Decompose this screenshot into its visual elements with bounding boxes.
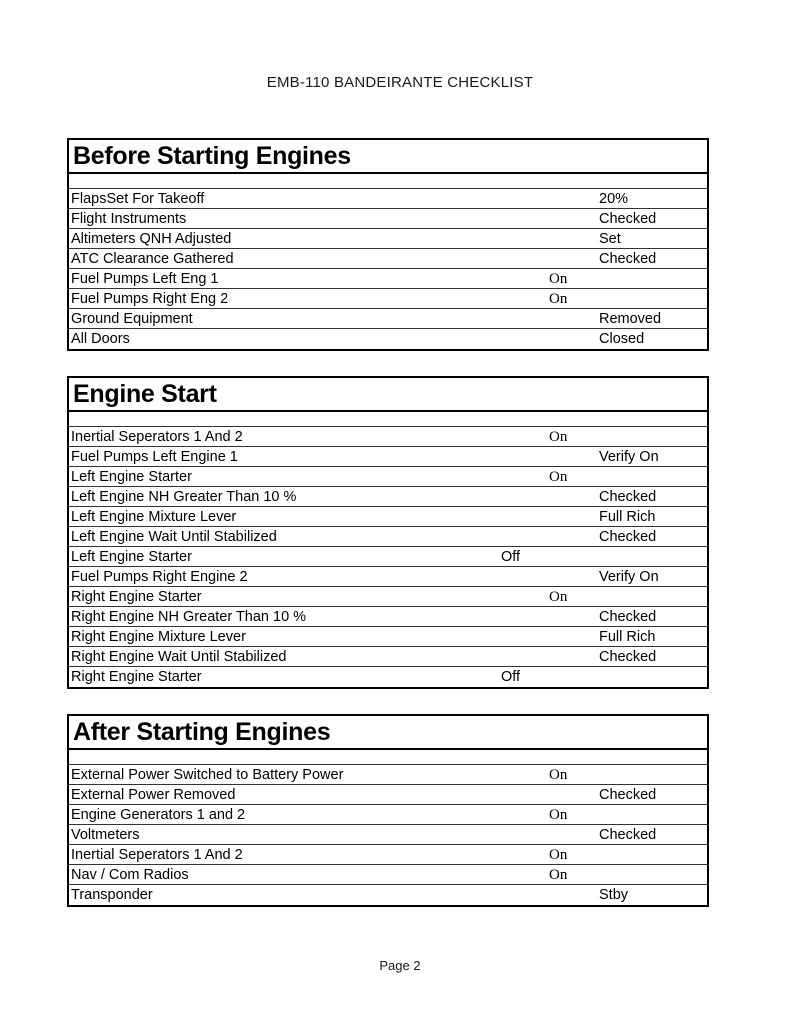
checklist-item-value: Checked [599, 787, 657, 803]
table-row[interactable] [69, 627, 707, 647]
checklist-item-label: Voltmeters [71, 827, 140, 843]
checklist-section [67, 376, 709, 689]
checklist-item-value: On [549, 469, 568, 485]
checklist-item-value: On [549, 807, 568, 823]
table-row[interactable] [69, 269, 707, 289]
table-row[interactable] [69, 329, 707, 349]
table-row[interactable] [69, 189, 707, 209]
table-spacer-row [69, 412, 707, 427]
table-spacer-row [69, 750, 707, 765]
table-row[interactable] [69, 785, 707, 805]
checklist-item-value: On [549, 589, 568, 605]
checklist-item-label: External Power Removed [71, 787, 236, 803]
checklist-item-label: Nav / Com Radios [71, 867, 189, 883]
checklist-item-value: 20% [599, 191, 629, 207]
table-row[interactable] [69, 289, 707, 309]
checklist-item-value: On [549, 867, 568, 883]
checklist-item-label: Left Engine Mixture Lever [71, 509, 237, 525]
checklist-item-label: Fuel Pumps Left Engine 1 [71, 449, 238, 465]
checklist-item-label: Inertial Seperators 1 And 2 [71, 847, 243, 863]
page-footer: Page 2 [379, 958, 421, 973]
checklist-item-value: On [549, 847, 568, 863]
table-row[interactable] [69, 427, 707, 447]
table-row[interactable] [69, 527, 707, 547]
checklist-item-label: Left Engine Wait Until Stabilized [71, 529, 277, 545]
table-row[interactable] [69, 447, 707, 467]
table-row[interactable] [69, 647, 707, 667]
checklist-item-value: Removed [599, 311, 662, 327]
checklist-item-value: On [549, 271, 568, 287]
table-row[interactable] [69, 547, 707, 567]
checklist-item-label: Left Engine Starter [71, 469, 192, 485]
table-row[interactable] [69, 667, 707, 687]
table-row[interactable] [69, 309, 707, 329]
page-title: EMB-110 BANDEIRANTE CHECKLIST [266, 74, 534, 91]
checklist-item-value: Checked [599, 609, 657, 625]
checklist-table [67, 174, 709, 351]
checklist-item-label: Right Engine Mixture Lever [71, 629, 246, 645]
checklist-item-label: All Doors [71, 331, 130, 347]
checklist-item-value: Verify On [599, 449, 659, 465]
checklist-item-value: On [549, 767, 568, 783]
checklist-item-value: Stby [599, 887, 629, 903]
checklist-item-value: Full Rich [599, 509, 656, 525]
table-row[interactable] [69, 567, 707, 587]
table-spacer-row [69, 174, 707, 189]
checklist-item-label: Transponder [71, 887, 153, 903]
checklist-item-value: Checked [599, 529, 657, 545]
table-row[interactable] [69, 805, 707, 825]
checklist-item-label: Inertial Seperators 1 And 2 [71, 429, 243, 445]
section-heading: After Starting Engines [73, 718, 331, 746]
checklist-item-label: Right Engine Wait Until Stabilized [71, 649, 287, 665]
checklist-item-label: External Power Switched to Battery Power [71, 767, 344, 783]
table-row[interactable] [69, 249, 707, 269]
checklist-item-label: ATC Clearance Gathered [71, 251, 234, 267]
checklist-section [67, 714, 709, 907]
checklist-item-label: Ground Equipment [71, 311, 193, 327]
checklist-item-label: Left Engine Starter [71, 549, 192, 565]
checklist-item-value: Checked [599, 827, 657, 843]
checklist-table [67, 750, 709, 907]
table-row[interactable] [69, 825, 707, 845]
checklist-item-value: Checked [599, 489, 657, 505]
table-row[interactable] [69, 845, 707, 865]
table-row[interactable] [69, 885, 707, 905]
checklist-item-value: Off [501, 669, 521, 685]
section-heading: Engine Start [73, 380, 217, 408]
checklist-item-label: Fuel Pumps Right Eng 2 [71, 291, 229, 307]
checklist-item-label: Fuel Pumps Left Eng 1 [71, 271, 219, 287]
checklist-item-value: Checked [599, 649, 657, 665]
table-row[interactable] [69, 507, 707, 527]
checklist-item-value: On [549, 291, 568, 307]
table-row[interactable] [69, 587, 707, 607]
checklist-item-label: Right Engine Starter [71, 669, 202, 685]
checklist-item-value: On [549, 429, 568, 445]
checklist-item-label: Flight Instruments [71, 211, 187, 227]
checklist-item-value: Checked [599, 211, 657, 227]
checklist-item-label: Engine Generators 1 and 2 [71, 807, 246, 823]
checklist-item-label: Left Engine NH Greater Than 10 % [71, 489, 297, 505]
checklist-item-label: Right Engine Starter [71, 589, 202, 605]
section-heading: Before Starting Engines [73, 142, 351, 170]
checklist-item-value: Set [599, 231, 621, 247]
table-row[interactable] [69, 765, 707, 785]
section-header [67, 376, 709, 412]
table-row[interactable] [69, 209, 707, 229]
checklist-item-label: Right Engine NH Greater Than 10 % [71, 609, 307, 625]
section-header [67, 138, 709, 174]
table-row[interactable] [69, 229, 707, 249]
checklist-item-value: Verify On [599, 569, 659, 585]
checklist-section [67, 138, 709, 351]
section-header [67, 714, 709, 750]
checklist-item-value: Closed [599, 331, 645, 347]
table-row[interactable] [69, 865, 707, 885]
table-row[interactable] [69, 467, 707, 487]
checklist-item-label: FlapsSet For Takeoff [71, 191, 205, 207]
checklist-item-value: Checked [599, 251, 657, 267]
checklist-item-label: Altimeters QNH Adjusted [71, 231, 232, 247]
checklist-item-value: Full Rich [599, 629, 656, 645]
table-row[interactable] [69, 487, 707, 507]
checklist-table [67, 412, 709, 689]
checklist-item-label: Fuel Pumps Right Engine 2 [71, 569, 248, 585]
checklist-item-value: Off [501, 549, 521, 565]
table-row[interactable] [69, 607, 707, 627]
